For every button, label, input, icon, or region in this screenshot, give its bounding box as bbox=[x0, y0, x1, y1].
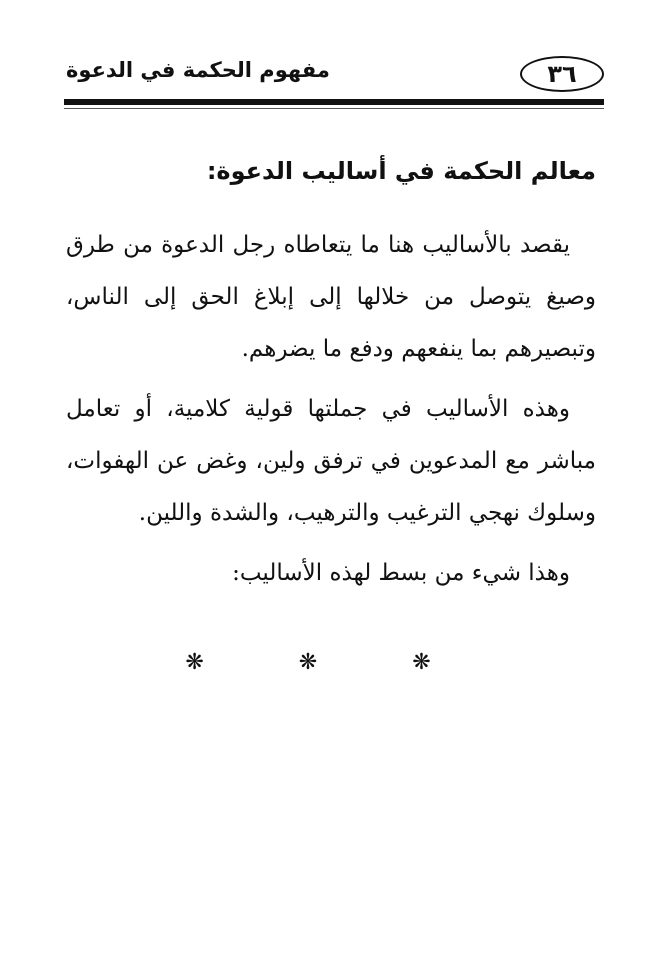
header-rule-thick bbox=[64, 99, 604, 105]
running-header-title: مفهوم الحكمة في الدعوة bbox=[66, 58, 330, 82]
page-content bbox=[66, 145, 596, 607]
paragraph-1: يقصد بالأساليب هنا ما يتعاطاه رجل الدعوة من طرق وصيغ يتوصل من خلالها إلى إبلاغ الحق إلى الناس، وتبصيرهم بما ينفعهم ودفع ما يضرهم. bbox=[66, 232, 596, 362]
separator-asterisk-2: ❋ bbox=[298, 650, 348, 675]
section-separator bbox=[0, 650, 646, 675]
page-number bbox=[520, 56, 604, 92]
paragraph-3: وهذا شيء من بسط لهذه الأساليب: bbox=[232, 560, 570, 586]
header-rule-thin bbox=[64, 108, 604, 109]
running-header bbox=[64, 50, 604, 96]
paragraph-2: وهذه الأساليب في جملتها قولية كلامية، أو تعامل مباشر مع المدعوين في ترفق ولين، وغض عن الهفوات، وسلوك نهجي الترغيب والترهيب، والشدة واللين. bbox=[66, 396, 596, 526]
section-heading: معالم الحكمة في أساليب الدعوة: bbox=[206, 157, 596, 185]
page-number-text: ٣٦ bbox=[547, 60, 577, 88]
separator-asterisk-1: ❋ bbox=[185, 650, 234, 675]
separator-asterisk-3: ❋ bbox=[412, 650, 461, 675]
